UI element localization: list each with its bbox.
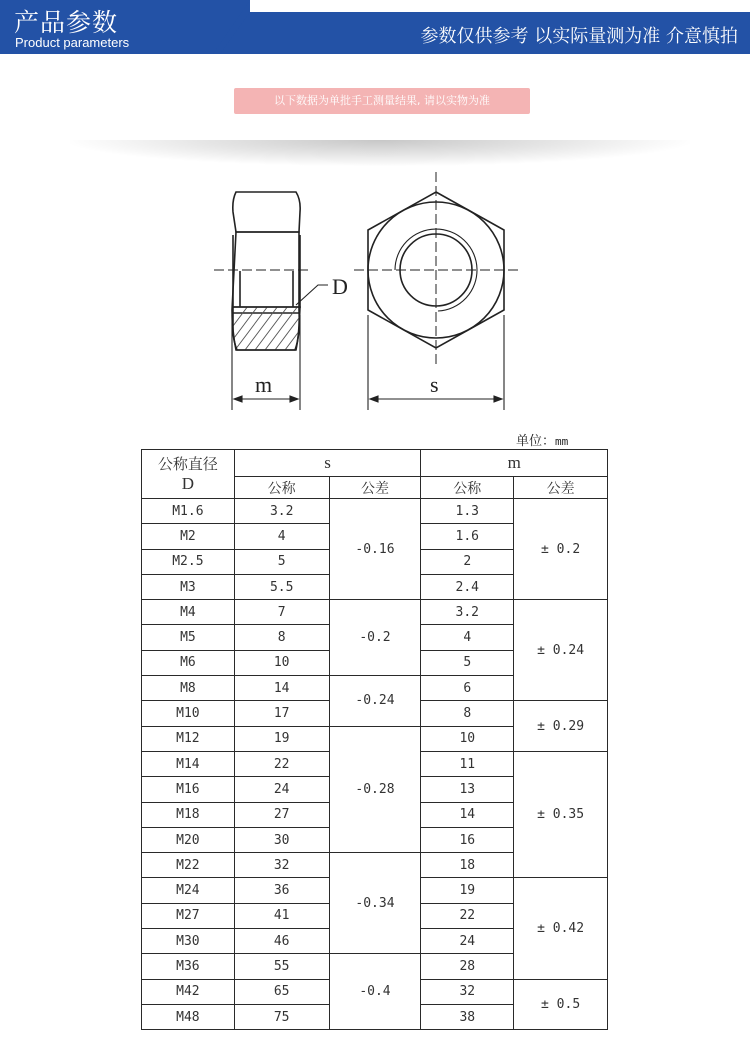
cell-m-nominal: 1.3 — [421, 499, 514, 524]
header-row-1 — [142, 450, 608, 477]
cell-m-nominal: 19 — [421, 878, 514, 903]
header-m-nominal: 公称 — [421, 477, 514, 499]
cell-s-nominal: 32 — [234, 853, 329, 878]
cell-s-nominal: 5.5 — [234, 574, 329, 599]
cell-diameter: M16 — [142, 777, 235, 802]
cell-s-nominal: 46 — [234, 929, 329, 954]
measurement-note: 以下数据为单批手工测量结果, 请以实物为准 — [234, 88, 530, 114]
cell-diameter: M18 — [142, 802, 235, 827]
cell-diameter: M24 — [142, 878, 235, 903]
disclaimer-text: 参数仅供参考 以实际量测为准 介意慎拍 — [420, 26, 738, 47]
hex-nut-drawing — [200, 170, 540, 420]
cell-s-tolerance: -0.24 — [329, 676, 421, 727]
cell-diameter: M48 — [142, 1004, 235, 1029]
cell-s-nominal: 7 — [234, 600, 329, 625]
cell-m-nominal: 13 — [421, 777, 514, 802]
cell-m-nominal: 6 — [421, 676, 514, 701]
cell-m-nominal: 2.4 — [421, 574, 514, 599]
cell-m-tolerance: ± 0.24 — [514, 600, 608, 701]
cell-diameter: M2 — [142, 524, 235, 549]
table-row — [142, 499, 608, 524]
label-d: D — [332, 274, 348, 299]
cell-m-nominal: 10 — [421, 726, 514, 751]
cell-diameter: M42 — [142, 979, 235, 1004]
cell-m-nominal: 14 — [421, 802, 514, 827]
shadow-divider — [70, 140, 690, 166]
cell-s-nominal: 17 — [234, 701, 329, 726]
cell-s-nominal: 27 — [234, 802, 329, 827]
cell-s-tolerance: -0.16 — [329, 499, 421, 600]
cell-m-tolerance: ± 0.2 — [514, 499, 608, 600]
header-d-symbol: D — [181, 474, 195, 493]
header-s-nominal: 公称 — [234, 477, 329, 499]
table-body — [142, 499, 608, 1030]
cell-m-nominal: 18 — [421, 853, 514, 878]
cell-diameter: M36 — [142, 954, 235, 979]
cell-m-nominal: 24 — [421, 929, 514, 954]
cell-m-tolerance: ± 0.5 — [514, 979, 608, 1030]
cell-diameter: M12 — [142, 726, 235, 751]
cell-s-nominal: 75 — [234, 1004, 329, 1029]
cell-m-nominal: 5 — [421, 650, 514, 675]
header-m-tolerance: 公差 — [514, 477, 608, 499]
cell-diameter: M3 — [142, 574, 235, 599]
cell-s-nominal: 14 — [234, 676, 329, 701]
header-banner — [0, 0, 750, 56]
cell-diameter: M27 — [142, 903, 235, 928]
cell-s-nominal: 24 — [234, 777, 329, 802]
header-s-tolerance: 公差 — [329, 477, 421, 499]
cell-diameter: M2.5 — [142, 549, 235, 574]
cell-diameter: M14 — [142, 751, 235, 776]
cell-diameter: M1.6 — [142, 499, 235, 524]
cell-s-tolerance: -0.34 — [329, 853, 421, 954]
cell-diameter: M6 — [142, 650, 235, 675]
cell-m-nominal: 4 — [421, 625, 514, 650]
cell-s-nominal: 30 — [234, 827, 329, 852]
cell-s-tolerance: -0.4 — [329, 954, 421, 1030]
cell-s-nominal: 10 — [234, 650, 329, 675]
cell-m-nominal: 2 — [421, 549, 514, 574]
cell-m-nominal: 38 — [421, 1004, 514, 1029]
cell-s-nominal: 65 — [234, 979, 329, 1004]
cell-diameter: M30 — [142, 929, 235, 954]
unit-label-text: 单位： — [516, 434, 556, 449]
cell-m-nominal: 16 — [421, 827, 514, 852]
cell-s-nominal: 4 — [234, 524, 329, 549]
cell-m-nominal: 8 — [421, 701, 514, 726]
cell-m-nominal: 22 — [421, 903, 514, 928]
cell-m-tolerance: ± 0.35 — [514, 751, 608, 877]
cell-s-nominal: 36 — [234, 878, 329, 903]
cell-s-nominal: 55 — [234, 954, 329, 979]
cell-s-tolerance: -0.2 — [329, 600, 421, 676]
page-title: 产品参数 — [14, 8, 119, 37]
hex-nut-spec-table — [141, 449, 608, 1030]
cell-m-nominal: 3.2 — [421, 600, 514, 625]
header-nominal-diameter-label: 公称直径 — [157, 455, 218, 473]
cell-s-nominal: 5 — [234, 549, 329, 574]
cell-diameter: M4 — [142, 600, 235, 625]
page-subtitle: Product parameters — [15, 35, 130, 50]
label-m: m — [255, 372, 273, 397]
unit-label — [516, 430, 568, 449]
hatch-section — [200, 290, 340, 370]
cell-s-nominal: 8 — [234, 625, 329, 650]
header-nominal-diameter — [142, 450, 235, 499]
cell-diameter: M8 — [142, 676, 235, 701]
cell-s-nominal: 41 — [234, 903, 329, 928]
cell-s-nominal: 19 — [234, 726, 329, 751]
label-s: s — [430, 372, 439, 397]
cell-diameter: M10 — [142, 701, 235, 726]
cell-s-nominal: 22 — [234, 751, 329, 776]
header-group-s: s — [234, 450, 421, 477]
cell-m-tolerance: ± 0.29 — [514, 701, 608, 752]
unit-value: mm — [555, 435, 569, 448]
cell-m-tolerance: ± 0.42 — [514, 878, 608, 979]
cell-s-tolerance: -0.28 — [329, 726, 421, 852]
header-group-m: m — [421, 450, 608, 477]
cell-diameter: M5 — [142, 625, 235, 650]
table-row — [142, 600, 608, 625]
cell-diameter: M22 — [142, 853, 235, 878]
cell-m-nominal: 1.6 — [421, 524, 514, 549]
cell-m-nominal: 28 — [421, 954, 514, 979]
cell-s-nominal: 3.2 — [234, 499, 329, 524]
cell-m-nominal: 32 — [421, 979, 514, 1004]
cell-diameter: M20 — [142, 827, 235, 852]
cell-m-nominal: 11 — [421, 751, 514, 776]
